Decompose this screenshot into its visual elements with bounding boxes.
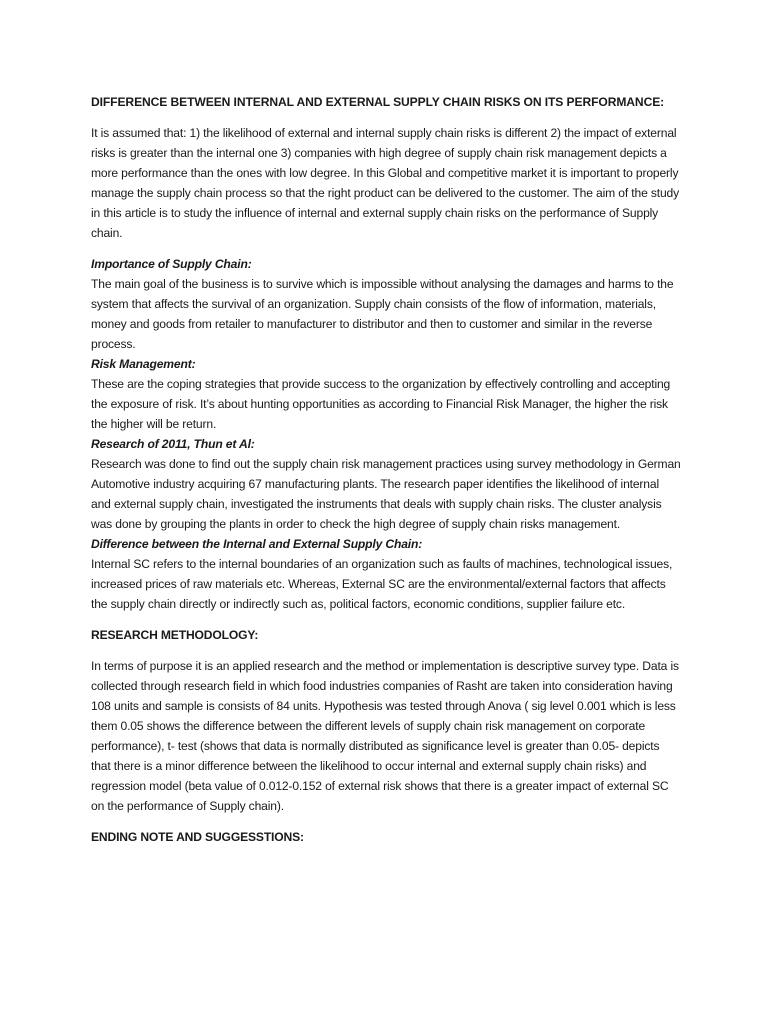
paragraph-difference: Internal SC refers to the internal boundaries of an organization such as faults of machines, technological issues, increased prices of raw materials etc. Whereas, External SC are the environmental/external factors that affects the supply chain directly or indirectly such as, political factors, economic conditions, supplier failure etc. bbox=[91, 557, 673, 611]
paragraph-research-2011: Research was done to find out the supply chain risk management practices using survey methodology in German Automotive industry acquiring 67 manufacturing plants. The research paper identifies the likelihood of internal and external supply chain, investigated the instruments that deals with supply chain risks. The cluster analysis was done by grouping the plants in order to check the high degree of supply chain risks management. bbox=[91, 457, 681, 531]
heading-ending-note: ENDING NOTE AND SUGGESSTIONS: bbox=[91, 830, 304, 844]
intro-paragraph: It is assumed that: 1) the likelihood of external and internal supply chain risks is different 2) the impact of external risks is greater than the internal one 3) companies with high degree of supply chain risk management depicts a more performance than the ones with low degree. In this Global and competitive market it is important to properly manage the supply chain process so that the right product can be delivered to the customer. The aim of the study in this article is to study the influence of internal and external supply chain risks on the performance of Supply chain. bbox=[91, 126, 680, 240]
subheading-risk-management: Risk Management: bbox=[91, 357, 196, 371]
subheading-importance: Importance of Supply Chain: bbox=[91, 257, 252, 271]
heading-research-methodology: RESEARCH METHODOLOGY: bbox=[91, 628, 259, 642]
subheading-research-2011: Research of 2011, Thun et Al: bbox=[91, 437, 255, 451]
document-body bbox=[91, 92, 681, 858]
paragraph-importance: The main goal of the business is to survive which is impossible without analysing the damages and harms to the system that affects the survival of an organization. Supply chain consists of the flow of information, materials, money and goods from retailer to manufacturer to distributor and then to customer and similar in the reverse process. bbox=[91, 277, 674, 351]
subheading-difference: Difference between the Internal and External Supply Chain: bbox=[91, 537, 423, 551]
paragraph-risk-management: These are the coping strategies that provide success to the organization by effectively controlling and accepting the exposure of risk. It’s about hunting opportunities as according to Financial Risk Manager, the higher the risk the higher will be return. bbox=[91, 377, 671, 431]
paragraph-research-methodology: In terms of purpose it is an applied research and the method or implementation is descriptive survey type. Data is collected through research field in which food industries companies of Rasht are taken into consideration having 108 units and sample is consists of 84 units. Hypothesis was tested through Anova ( sig level 0.001 which is less them 0.05 shows the difference between the different levels of supply chain risk management on corporate performance), t- test (shows that data is normally distributed as significance level is greater than 0.05- depicts that there is a minor difference between the likelihood to occur internal and external supply chain risks) and regression model (beta value of 0.012-0.152 of external risk shows that there is a greater impact of external SC on the performance of Supply chain). bbox=[91, 659, 679, 813]
document-title: DIFFERENCE BETWEEN INTERNAL AND EXTERNAL SUPPLY CHAIN RISKS ON ITS PERFORMANCE: bbox=[91, 95, 665, 109]
